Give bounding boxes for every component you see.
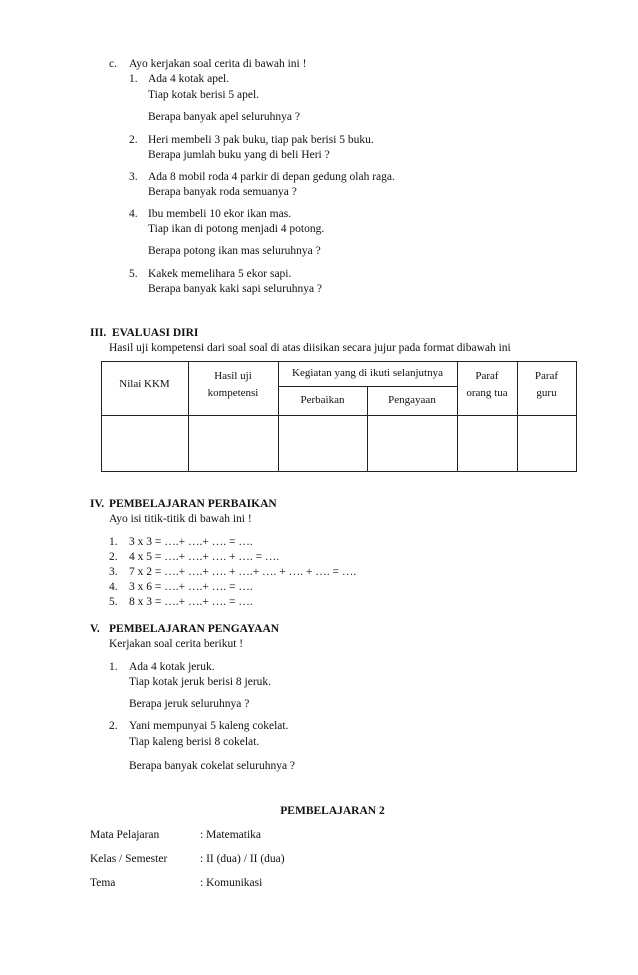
info-label: Kelas / Semester [90,853,168,865]
item-number: 2. [129,134,138,146]
item-question: Berapa banyak cokelat seluruhnya ? [129,760,296,772]
item-line2: Tiap kotak berisi 5 apel. [148,89,260,101]
info-value: : Komunikasi [200,877,263,889]
section-iv-instruction: Ayo isi titik-titik di bawah ini ! [109,513,252,525]
item-number: 5. [129,268,138,280]
section-v-number: V. [90,623,100,635]
item-question: Berapa potong ikan mas seluruhnya ? [148,245,321,257]
section-iii-title: EVALUASI DIRI [112,327,199,339]
section-c-marker: c. [109,58,117,70]
item-line1: Ada 4 kotak jeruk. [129,661,215,673]
section-v-title: PEMBELAJARAN PENGAYAAN [109,623,280,635]
exercise-text: 3 x 3 = ….+ ….+ …. = …. [129,536,253,548]
section-v-instruction: Kerjakan soal cerita berikut ! [109,638,244,650]
section-iv-number: IV. [90,498,105,510]
info-label: Mata Pelajaran [90,829,160,841]
header-paraf-ortu-line2: orang tua [466,387,508,399]
header-kegiatan: Kegiatan yang di ikuti selanjutnya [292,367,443,379]
exercise-number: 3. [109,566,118,578]
item-line2: Berapa banyak roda semuanya ? [148,186,297,198]
info-value: : Matematika [200,829,261,841]
exercise-number: 2. [109,551,118,563]
item-line2: Tiap kotak jeruk berisi 8 jeruk. [129,676,272,688]
item-line1: Kakek memelihara 5 ekor sapi. [148,268,292,280]
item-line1: Heri membeli 3 pak buku, tiap pak berisi 5 buku. [148,134,374,146]
item-line2: Tiap ikan di potong menjadi 4 potong. [148,223,325,235]
exercise-number: 5. [109,596,118,608]
header-pengayaan: Pengayaan [388,394,436,406]
item-number: 1. [109,661,118,673]
item-line1: Ada 8 mobil roda 4 parkir di depan gedung olah raga. [148,171,395,183]
item-line1: Yani mempunyai 5 kaleng cokelat. [129,720,289,732]
info-value: : II (dua) / II (dua) [200,853,285,865]
info-label: Tema [90,877,116,889]
exercise-text: 4 x 5 = ….+ ….+ …. + …. = …. [129,551,280,563]
header-paraf-guru-line2: guru [536,387,557,399]
item-line1: Ada 4 kotak apel. [148,73,230,85]
section-iv-title: PEMBELAJARAN PERBAIKAN [109,498,277,510]
item-line2: Berapa jumlah buku yang di beli Heri ? [148,149,330,161]
pembelajaran-2-heading: PEMBELAJARAN 2 [280,805,385,817]
section-iii-description: Hasil uji kompetensi dari soal soal di atas diisikan secara jujur pada format dibawah ini [109,342,511,354]
header-nilai-kkm: Nilai KKM [119,378,170,390]
exercise-number: 4. [109,581,118,593]
item-question: Berapa banyak apel seluruhnya ? [148,111,300,123]
header-hasil-uji-line2: kompetensi [207,387,259,399]
header-hasil-uji-line1: Hasil uji [214,370,252,382]
item-line1: Ibu membeli 10 ekor ikan mas. [148,208,292,220]
exercise-text: 7 x 2 = ….+ ….+ …. + ….+ …. + …. + …. = …. [129,566,357,578]
item-number: 4. [129,208,138,220]
item-number: 3. [129,171,138,183]
item-number: 2. [109,720,118,732]
header-paraf-ortu-line1: Paraf [475,370,499,382]
exercise-text: 8 x 3 = ….+ ….+ …. = …. [129,596,253,608]
section-c-header: Ayo kerjakan soal cerita di bawah ini ! [129,58,307,70]
exercise-text: 3 x 6 = ….+ ….+ …. = …. [129,581,253,593]
item-line2: Berapa banyak kaki sapi seluruhnya ? [148,283,323,295]
exercise-number: 1. [109,536,118,548]
item-question: Berapa jeruk seluruhnya ? [129,698,250,710]
item-line2: Tiap kaleng berisi 8 cokelat. [129,736,260,748]
section-iii-number: III. [90,327,107,339]
item-number: 1. [129,73,138,85]
header-perbaikan: Perbaikan [300,394,345,406]
header-paraf-guru-line1: Paraf [534,370,559,382]
